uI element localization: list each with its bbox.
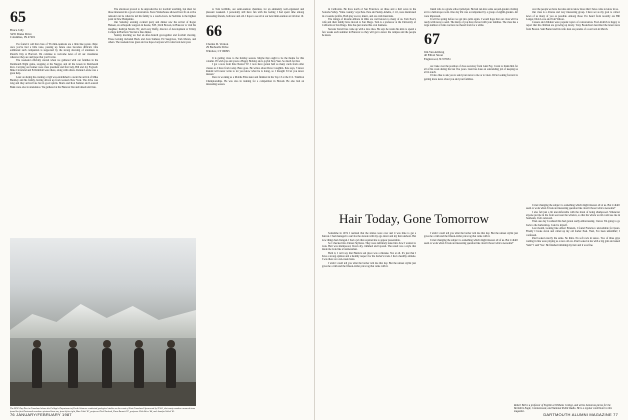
address-line: Charles D. Vernon — [206, 41, 229, 46]
paragraph: in California. He lives north of San Francisco on three and a half acres in the Sonoma Valley. 'Wine country,' says Pete. Pete and Sunny Amelia, 2 1/2, were mentioned in a Gazette profile. Both play soccer, music, and are avid musicians. — [322, 8, 416, 18]
paragraph: It will be spring before we get into print again. I would hope that our class will be ready with news to send. The many of you have moved with your families. The class has a large number of folks we have not heard from for a while. — [424, 17, 518, 28]
address-line: Columbus, IN 47201 — [10, 35, 36, 40]
paragraph: I wish I could tell you what the barber told me that day. But the unisex stylist just gave me a trim and the fifteen-dollar price tag that came with it. — [322, 261, 416, 268]
paragraph: Stevens Terrell has come up with a nice idea. He says he wants his kids to spend a few weeks each summer in Hanover so they will get to know the campus and the people he knew. — [322, 27, 416, 38]
essay-column-3 — [526, 204, 620, 400]
address-line: 40 Elliott Street — [424, 53, 443, 58]
person-figure — [166, 348, 176, 388]
photo-caption: The DOC Ray Rice in Greenland where the College's Department of Earth Sciences conducted geological studies on the coast of East Greenland. Sponsored by NASA, the twenty-member research team found the first Dartmouth members pictured here are, from left to right, Max Cobb '87, professor Dick Naslund, Dave Barnett '87, professor Dick Briss '46, and Jennifer Walsh '81. — [10, 408, 196, 413]
class-secretary-address — [206, 43, 304, 54]
class-secretary-address — [10, 29, 98, 40]
paragraph: I got a note from Pete Nestad '67. I now have gotten half as many cards from older classes as I have from today. Here goes. He writes about Dave Coughlin. Pete says, 'I know Randal will never write to let you know what he is doing, so I thought I'd let you know instead.' — [206, 63, 304, 77]
paragraph: Careers and children were popular topics of conversation. Fred Aldrich is happy to report that his children are growing up nicely. Tony Bookchesl described the latest news from Boston. Sam Barnel and his wife Jean are parents of a son born in March. — [526, 21, 620, 31]
class-notes-column-2 — [108, 8, 196, 234]
class-notes-column-3 — [206, 8, 304, 408]
person-figure — [134, 348, 144, 388]
paragraph: Hold it, I can't say that Hanna's sad place was a mistake. Not at all. It's just that I have a strong opinion and a healthy respect for the barber's trade. I had a healthy attitude. I was there on a ten-week basis. — [322, 251, 416, 262]
paragraph: I tried changing the subject to something which might interest all of us. But it didn't seem to work when I'd ask an interesting question like 'Aren't those Celtics awesome?' — [526, 204, 620, 211]
class-number-65: 65 — [10, 9, 26, 26]
person-figure — [102, 348, 112, 388]
paragraph: As I take over the position of class secretary from Glen Fay, I want to thank him for all of his work during the last five years. Glen has done an outstanding job of keeping us all in touch. — [424, 64, 518, 75]
paragraph: over the people we have become and to know more that I have come to know in us. — [532, 8, 619, 11]
right-page — [314, 0, 628, 420]
class-notes-column-5 — [424, 8, 518, 204]
paragraph: to Tom Griffiths, our semi-reunion chairman, for an eminently well-organized and pleasant weekend. I personally still have fun with the feeling I had spent time among interesting friends, both new and old. I hope to see all at our next mini-reunion on October 10. — [206, 8, 304, 18]
paragraph: Our Saturday evening cocktail party and dinner saw the arrival of Roger Hansen, an orthopedic surgeon in Keene, N.H.; Rich Bowen, in Hanover to visit his daughter; Kathryn Morris '81; and Larry Duffy, director of development at Trinity College in Hartford. We had a fine dinner. — [108, 21, 196, 35]
address-line: Englewood, NJ 07631 — [424, 56, 451, 61]
paragraph: I'd also like to ask you to send your news to me or to Glen. We're looking forward to getting more news about you and your families. — [424, 74, 518, 81]
paragraph: The doings of Rosalie Ahbare in Ohio are well known to many of us. Tom Poor's wife and their family have moved to San Diego. Tom is a professor at the University of California at San Diego. Pete has just started his own business. — [322, 17, 416, 28]
paragraph: friend who is a grade school principal. He had run into some second-graders visiting art in a heliotrope room. One day Pat was accompanied by a group of eighth-graders. All were impressed. — [424, 8, 518, 18]
paragraph: Sunday morning we had an after-brunch get-together and football viewing. Those leaving included Buck and Joan Sumner, Ed Seagraves, Tom Moran, and others. The weekend was great and we hope everyone will come back next year. — [108, 34, 196, 44]
person-figure — [32, 348, 42, 388]
paragraph: I've found it odd that class of '65 mini-reunions are a little like potato chips: once you've had a little taste, passing up future ones becomes difficult. One additional such companion is supported by the strong showing of attendees to Parent's Day at Harvard. We continue to welcome news of all our classmates wherever they are and hope that you'll write. — [10, 42, 98, 59]
author-byline: Robert Bell is a professor of English at Williams College, and writes humorous pieces for the Berkshire Eagle, Commonweal, and National Public Radio. He is a regular contributor to this magazine. — [514, 404, 612, 414]
paragraph: Paul looked exactly the same. No hints. No soft rock in stereo. Two of three guys waiting in line were playing as a new old era. Paul looked at me with a big grin and asked 'Sam?' I said 'Yes.' He finished trimming my hair and it was fine. — [526, 236, 620, 247]
person-figure — [68, 348, 78, 388]
address-line: Jim Van Ambrug — [424, 49, 445, 54]
paragraph: It is getting close to the holiday season. Maybe that ought to be the theme for this column. I'll wish you and yours a Happy Holiday and a joyful New Year. So much for that. — [206, 56, 304, 63]
class-secretary-address — [424, 51, 518, 62]
address-line: Bruce Jolly — [10, 28, 24, 32]
paragraph: Then one day I realized this had gotten really embarrassing. I know I'm going to go back to the barbershop, I said to myself. — [526, 220, 620, 227]
paragraph: I also felt just a bit uncomfortable with the ritual of being shampooed. Whenever anyone put me in the front seat near the window, so that the whole world could see me in Sunbeam, I felt awkward. — [526, 210, 620, 221]
essay-column-2 — [424, 232, 518, 408]
paragraph: I tried changing the subject to something which might interest all of us. But it didn't seem to work when I'd ask an interesting question like 'Aren't those Celtics awesome?' — [424, 238, 518, 245]
paragraph: Our class is a diverse and very interesting group. I have set as my goal to collect news of as many of you as possible. Among those I've heard from recently are Bill Langer, Dick Lowe and Tom Wilson. — [526, 11, 620, 21]
class-notes-column-6 — [526, 8, 620, 204]
paragraph: The weekend officially started when we gathered with our families in the Dartmouth Night game, stopping at the Nugget, and all the Green in Dartmouth Row. Carrying our banner were class president and first lady, Bill and Joy Fogwell. Mike Cleveland and Ed Kimball were there, along with others. Ronnie Lalone was a great help. — [10, 59, 98, 76]
paragraph: I wish I could tell you what the barber told me that day. But the unisex stylist just gave me a trim and the fifteen-dollar price tag that came with it. — [424, 232, 518, 239]
paragraph: Later on during the evening a vigil was established to await the arrival of Mike Buckley and his family, having driven up from western New York. The drive was long and they arrived late but in good spirits. Marta and Ron Sumner and Leonard Bank were also in attendance. We gathered at the Hanover Inn and talked until late. — [10, 75, 98, 89]
paragraph: So I checked into Unisex Stylistes. They were definitely tuned into how I wanted to look. Hair was shampooed, blown dry, trimmed and layered. The result was a style that made me look like a businessman. — [322, 241, 416, 252]
mountain-ridge — [10, 298, 196, 338]
paragraph: Sometime in 1974 I realized that the sixties were over and it was time to get a haircut. I had managed to survive the decade with my ego intact and my hair unshorn. But now things had changed. I had a job that required me to appear presentable. — [322, 232, 416, 242]
paragraph: Last month, looking like Albert Einstein, I found Francisco unavailable for hours. Finally I broke down and called up my old barber Paul. 'Paul, I've been unfaithful,' I confessed. — [526, 227, 620, 237]
address-line: 29 Bedwells Drive — [206, 45, 229, 50]
paragraph: The afternoon proved to be unproductive for football watching, but ideal for those interested in a good conversation. Steve Watterhouse showed how fit an active remodel can be when he led his family to a touch-down. Al Stebbins is the highest point in New Hampshire. — [108, 8, 196, 21]
paragraph: Dave is working as a Mobile Elite skier and finished in the Top 13 at the U.S. Triathlon Championships. He was also in training for a competition in Hawaii. He also had an interesting season. — [206, 76, 304, 87]
address-line: 3435 Drake Drive — [10, 31, 32, 36]
page-folio-right: DARTMOUTH ALUMNI MAGAZINE 77 — [543, 412, 618, 417]
address-line: Windsor, CT 06095 — [206, 49, 230, 54]
greenland-expedition-photo — [10, 238, 196, 406]
class-number-67: 67 — [424, 30, 440, 48]
class-number-66: 66 — [206, 22, 222, 40]
essay-column-1 — [322, 232, 416, 408]
article-headline: Hair Today, Gone Tomorrow — [339, 211, 489, 226]
page-folio-left: 76 JANUARY/FEBRUARY 1987 — [10, 412, 72, 417]
class-notes-column-4 — [322, 8, 416, 204]
